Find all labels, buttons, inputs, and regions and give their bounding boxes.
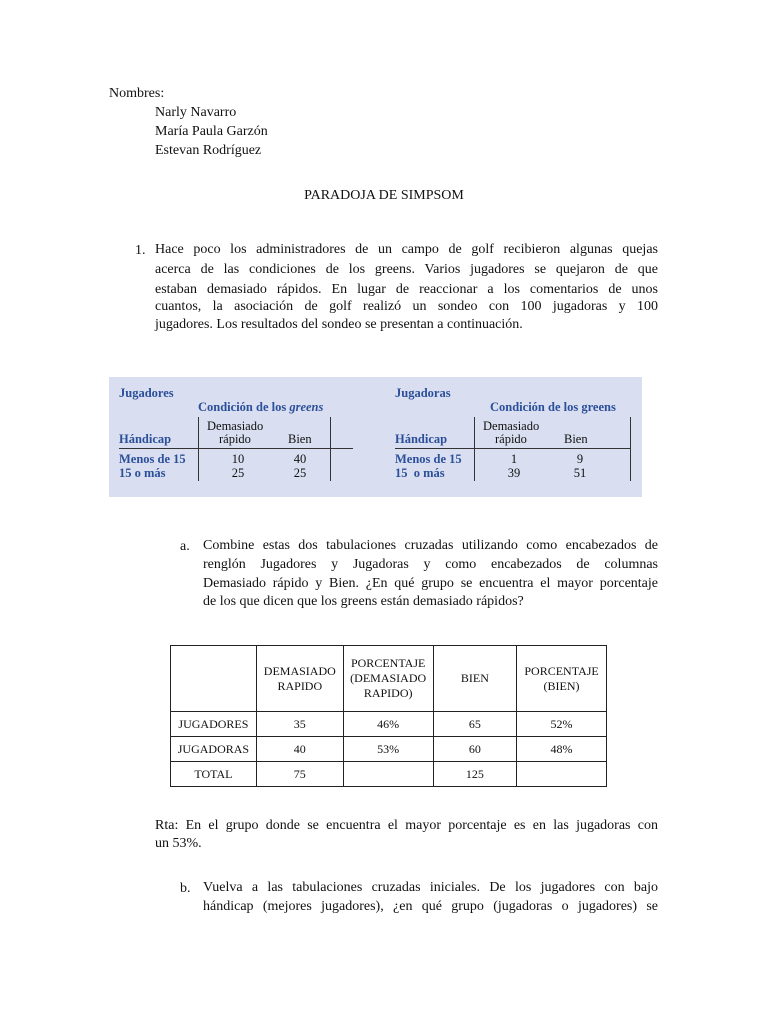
question-line-3: estaban demasiado rápidos. En lugar de reaccionar a los comentarios de unos xyxy=(155,282,658,297)
crosstab-right-row-header: Hándicap xyxy=(395,432,448,446)
crosstab-left-row-2-label: 15 o más xyxy=(119,466,166,480)
crosstab-left-row-2-v2: 25 xyxy=(293,466,307,480)
crosstab-left-col1: rápido xyxy=(219,432,251,446)
name-2: María Paula Garzón xyxy=(155,124,268,139)
cell-demasiado: 35 xyxy=(256,712,343,737)
crosstab-right-col2: Bien xyxy=(564,432,588,446)
question-line-4: cuantos, la asociación de golf realizó un sondeo con 100 jugadoras y 100 xyxy=(155,299,658,314)
crosstab-right-rule xyxy=(395,448,631,449)
crosstab-left-row-1-label: Menos de 15 xyxy=(119,452,186,466)
part-a-letter: a. xyxy=(180,539,190,554)
table-row xyxy=(171,737,607,762)
crosstab-right-col-top: Demasiado xyxy=(483,419,540,433)
question-line-1: Hace poco los administradores de un campo de golf recibieron algunas quejas xyxy=(155,242,658,257)
crosstab-left-row-1-v1: 10 xyxy=(231,452,245,466)
header-demasiado-rapido: DEMASIADO RAPIDO xyxy=(256,646,343,712)
header-porcentaje-demasiado: PORCENTAJE (DEMASIADO RAPIDO) xyxy=(343,646,433,712)
row-label: JUGADORES xyxy=(171,712,257,737)
crosstab-left-row-1-v2: 40 xyxy=(293,452,307,466)
crosstab-left-col2: Bien xyxy=(288,432,312,446)
table-row xyxy=(171,712,607,737)
crosstab-left-vline-2 xyxy=(330,417,331,481)
cell-porcentaje-bien: 48% xyxy=(517,737,607,762)
crosstab-right-row-1-v2: 9 xyxy=(576,452,584,466)
crosstab-left-rule xyxy=(119,448,353,449)
crosstab-left-col-top: Demasiado xyxy=(207,419,264,433)
part-a-line-4: de los que dicen que los greens están demasiado rápidos? xyxy=(203,594,524,609)
crosstab-left-row-2-v1: 25 xyxy=(231,466,245,480)
crosstab-right-title: Jugadoras xyxy=(395,386,451,400)
question-line-5: jugadores. Los resultados del sondeo se presentan a continuación. xyxy=(155,317,523,332)
crosstab-right-row-2-label: 15 o más xyxy=(395,466,445,480)
summary-table xyxy=(170,645,607,787)
cell-demasiado: 40 xyxy=(256,737,343,762)
crosstab-right-row-1-label: Menos de 15 xyxy=(395,452,462,466)
part-a-line-3: Demasiado rápido y Bien. ¿En qué grupo se encuentra el mayor porcentaje xyxy=(203,576,658,591)
header-porcentaje-bien: PORCENTAJE (BIEN) xyxy=(517,646,607,712)
crosstab-figure xyxy=(109,377,642,497)
crosstab-right-row-1-v1: 1 xyxy=(510,452,518,466)
row-label: JUGADORAS xyxy=(171,737,257,762)
question-number: 1. xyxy=(135,243,146,258)
summary-table-header-row xyxy=(171,646,607,712)
names-label: Nombres: xyxy=(109,86,165,101)
name-3: Estevan Rodríguez xyxy=(155,143,262,158)
part-a-line-1: Combine estas dos tabulaciones cruzadas utilizando como encabezados de xyxy=(203,538,658,553)
crosstab-right-row-2-v2: 51 xyxy=(573,466,587,480)
crosstab-right-vline-1 xyxy=(474,417,475,481)
part-a-line-2: renglón Jugadores y Jugadoras y como encabezados de columnas xyxy=(203,557,658,572)
cell-bien: 125 xyxy=(433,762,517,787)
cell-demasiado: 75 xyxy=(256,762,343,787)
cell-porcentaje-bien: 52% xyxy=(517,712,607,737)
crosstab-right-vline-2 xyxy=(630,417,631,481)
name-1: Narly Navarro xyxy=(155,105,237,120)
cell-porcentaje-demasiado: 46% xyxy=(343,712,433,737)
crosstab-left-condition: Condición de los greens xyxy=(198,400,324,414)
crosstab-right-condition: Condición de los greens xyxy=(490,400,616,414)
row-label: TOTAL xyxy=(171,762,257,787)
crosstab-right-col1: rápido xyxy=(495,432,527,446)
crosstab-left-vline-1 xyxy=(198,417,199,481)
crosstab-left-row-header: Hándicap xyxy=(119,432,172,446)
cell-porcentaje-bien xyxy=(517,762,607,787)
header-bien: BIEN xyxy=(433,646,517,712)
cell-porcentaje-demasiado xyxy=(343,762,433,787)
header-empty xyxy=(171,646,257,712)
table-row xyxy=(171,762,607,787)
crosstab-left-title: Jugadores xyxy=(119,386,174,400)
question-line-2: acerca de las condiciones de los greens. Varios jugadores se quejaron de que xyxy=(155,262,658,277)
part-b-line-2: hándicap (mejores jugadores), ¿en qué grupo (jugadoras o jugadores) se xyxy=(203,899,658,914)
cell-porcentaje-demasiado: 53% xyxy=(343,737,433,762)
page-title: PARADOJA DE SIMPSOM xyxy=(304,188,464,203)
answer-line-1: Rta: En el grupo donde se encuentra el mayor porcentaje es en las jugadoras con xyxy=(155,818,658,833)
cell-bien: 65 xyxy=(433,712,517,737)
crosstab-right-row-2-v1: 39 xyxy=(507,466,521,480)
cell-bien: 60 xyxy=(433,737,517,762)
answer-line-2: un 53%. xyxy=(155,836,202,851)
part-b-letter: b. xyxy=(180,881,191,896)
part-b-line-1: Vuelva a las tabulaciones cruzadas iniciales. De los jugadores con bajo xyxy=(203,880,658,895)
